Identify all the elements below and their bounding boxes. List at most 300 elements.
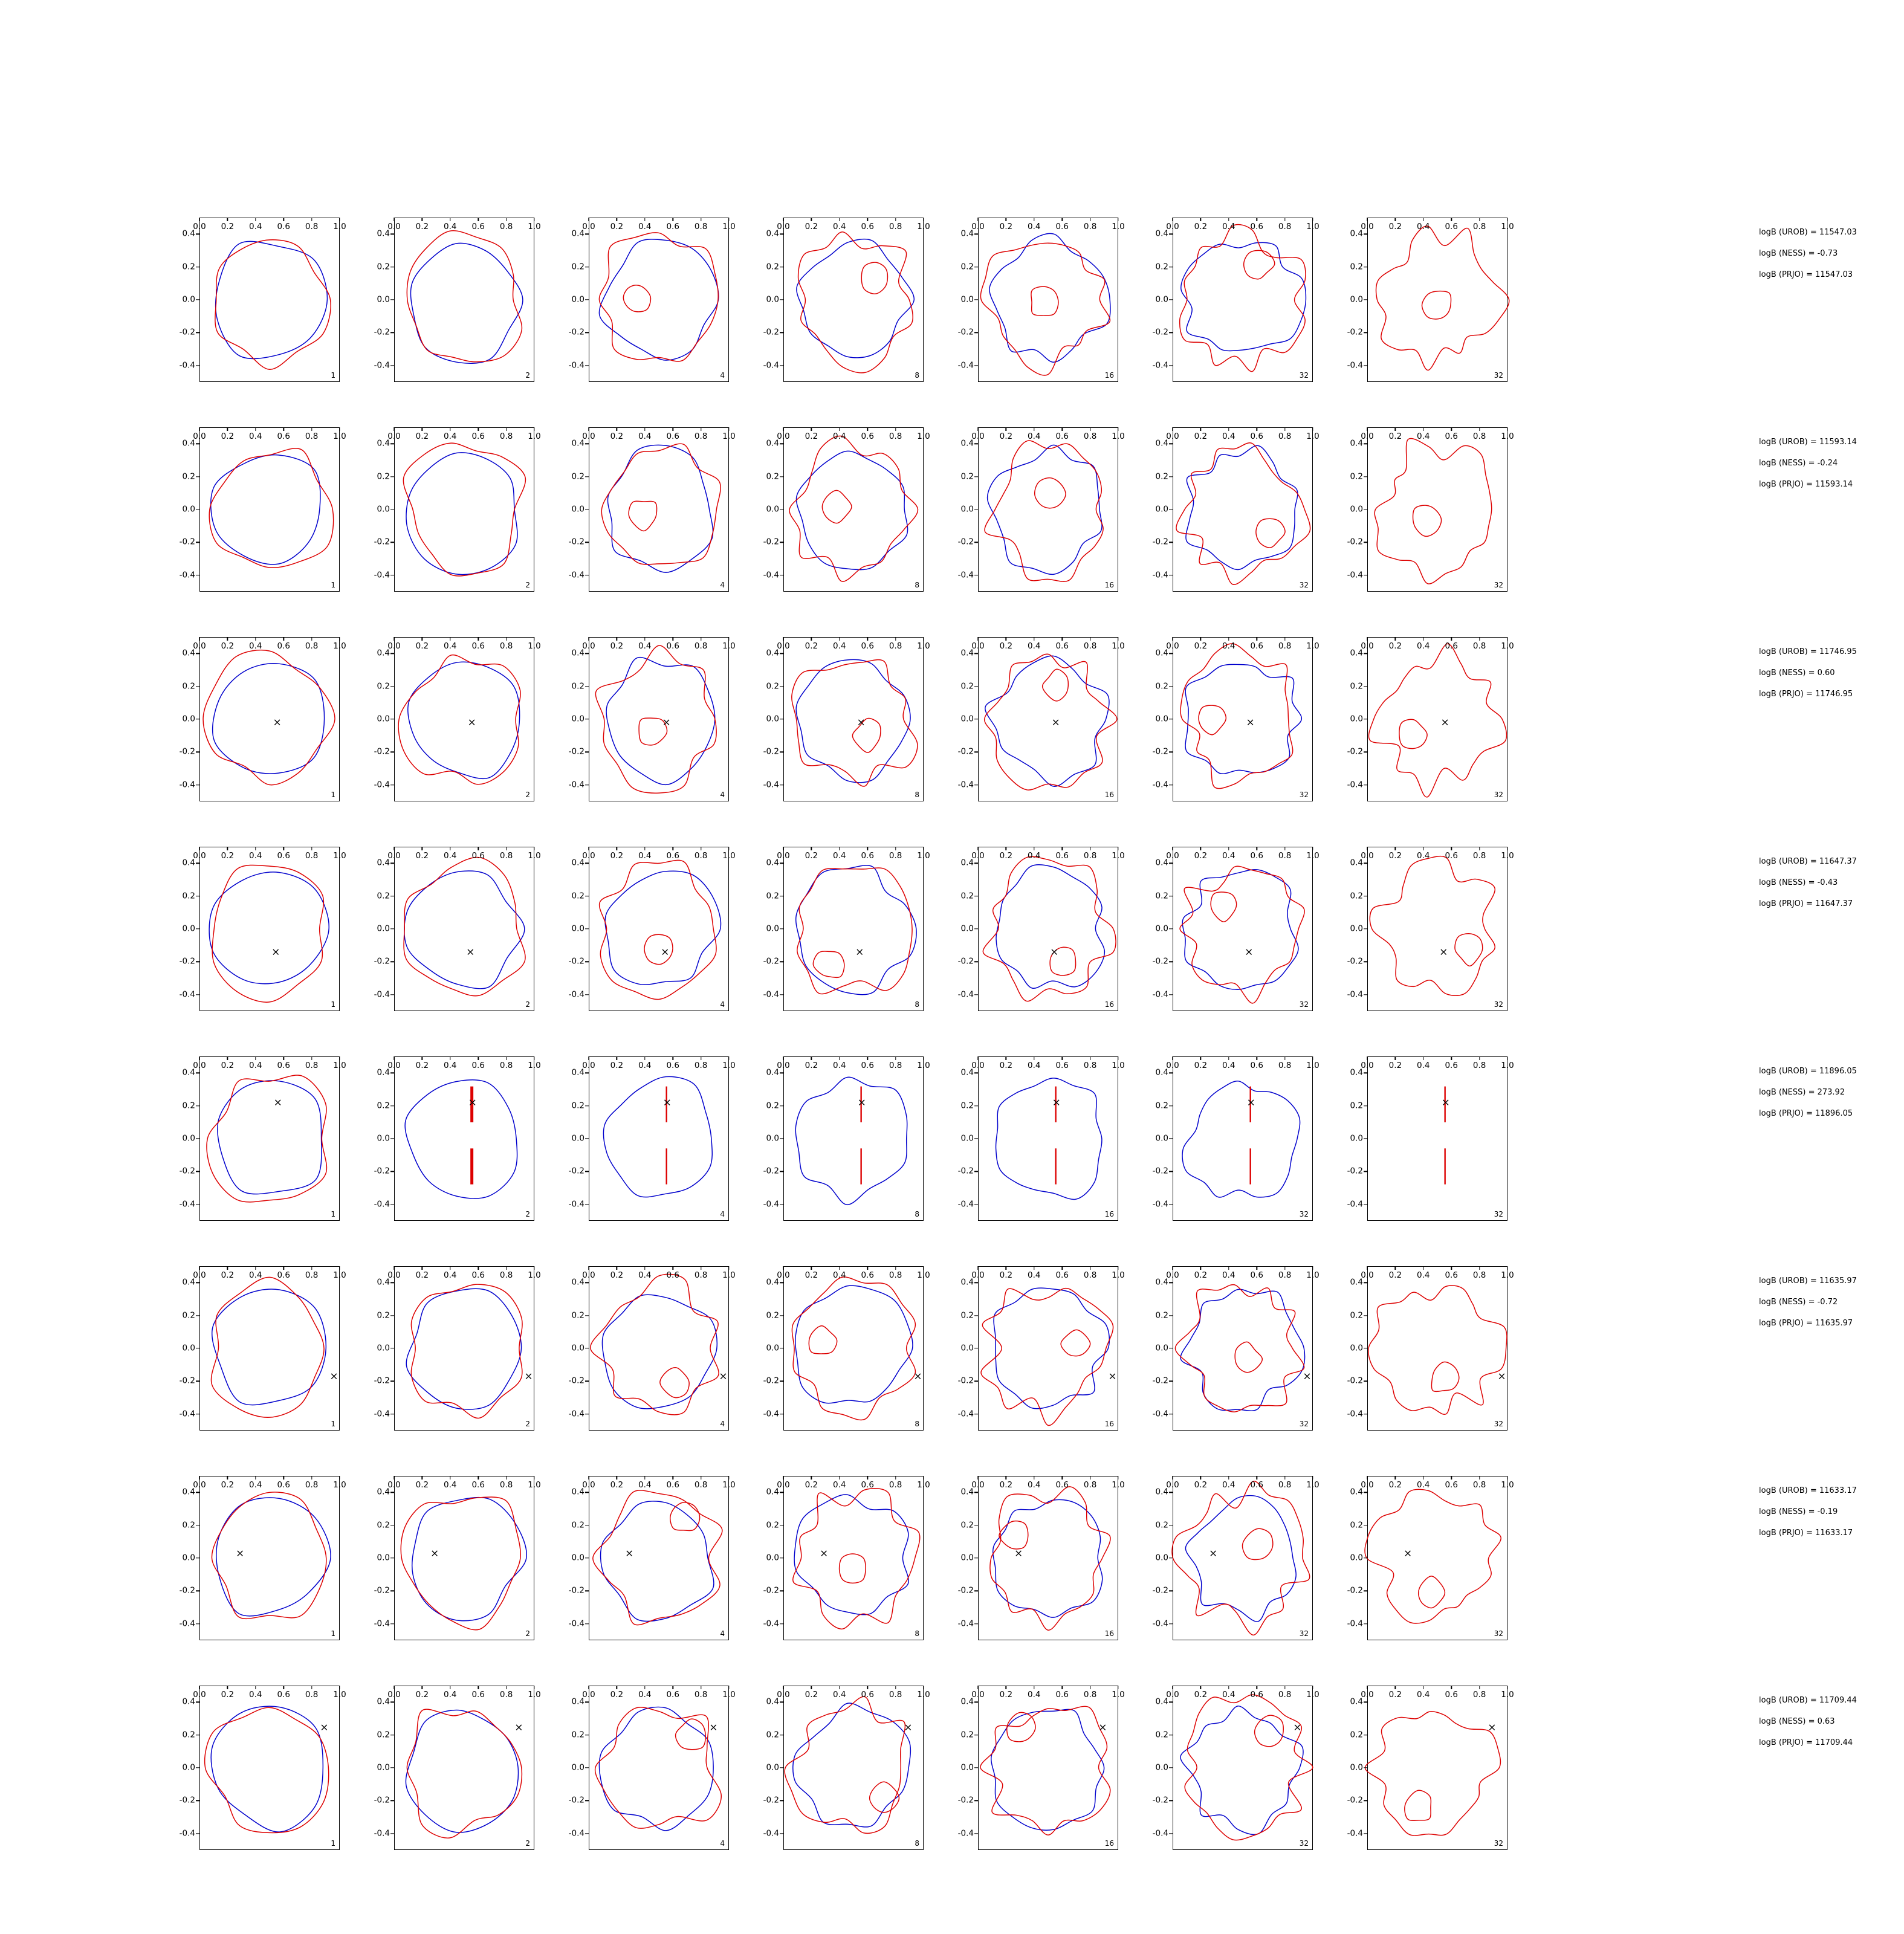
reference-contour — [797, 239, 914, 358]
contour-panel[interactable] — [394, 637, 534, 801]
x-axis-tick-label: 0.6 — [471, 1480, 485, 1490]
x-axis-tick-label: 0.2 — [999, 641, 1013, 651]
contour-panel[interactable] — [978, 1476, 1118, 1640]
y-axis-tick-label: 0.2 — [182, 1310, 195, 1320]
contour-panel[interactable] — [783, 1266, 924, 1431]
contour-panel[interactable] — [199, 637, 340, 801]
contour-panel[interactable] — [978, 1686, 1118, 1850]
x-axis-tick-label: 0.6 — [471, 222, 485, 231]
y-axis-tick-label: 0.2 — [960, 261, 974, 271]
x-axis-tick-label: 0.2 — [415, 1690, 429, 1700]
contour-panel[interactable] — [394, 1476, 534, 1640]
contour-panel[interactable] — [394, 1266, 534, 1431]
x-axis-tick-label: 0.8 — [694, 1061, 708, 1070]
x-axis-tick-mark — [506, 1686, 507, 1689]
contour-panel[interactable] — [978, 1266, 1118, 1431]
x-axis-tick-label: 0.4 — [638, 1061, 652, 1070]
y-axis-tick-label: 0.4 — [1155, 648, 1168, 658]
x-axis-tick-label: 1.0 — [722, 1061, 736, 1070]
y-axis-tick-mark — [780, 862, 783, 863]
x-axis-tick-label: 0.8 — [1083, 1690, 1097, 1700]
data-point-marker: × — [329, 1370, 338, 1383]
x-axis-tick-label: 0.6 — [1250, 1480, 1263, 1490]
sample-contour-island — [676, 1719, 706, 1750]
x-axis-tick-label: 0.4 — [833, 1270, 846, 1280]
reference-contour — [795, 1077, 907, 1205]
data-point-marker: × — [819, 1547, 829, 1560]
x-axis-tick-label: 0.6 — [1445, 432, 1458, 441]
statistic-line: logB (NESS) = -0.43 — [1759, 878, 1838, 887]
reference-contour — [796, 865, 916, 995]
y-axis-tick-label: 0.4 — [571, 648, 584, 658]
y-axis-tick-label: -0.4 — [568, 570, 584, 580]
y-axis-tick-mark — [196, 1105, 199, 1106]
contour-panel[interactable] — [199, 1056, 340, 1221]
contour-panel[interactable] — [589, 427, 729, 592]
contour-panel[interactable] — [589, 218, 729, 382]
x-axis-tick-label: 1.0 — [333, 851, 346, 861]
y-axis-tick-mark — [1364, 928, 1367, 929]
x-axis-tick-label: 0.2 — [415, 851, 429, 861]
x-axis-tick-mark — [1172, 1266, 1173, 1270]
y-axis-tick-label: 0.0 — [766, 504, 779, 514]
contour-panel[interactable] — [783, 1476, 924, 1640]
contour-panel[interactable] — [1367, 1266, 1507, 1431]
y-axis-tick-mark — [974, 443, 978, 444]
y-axis-tick-mark — [974, 784, 978, 785]
y-axis-tick-mark — [1364, 1800, 1367, 1801]
contour-panel[interactable] — [1367, 1476, 1507, 1640]
contour-panel[interactable] — [1367, 847, 1507, 1011]
x-axis-tick-label: 0.2 — [221, 432, 235, 441]
panel-corner-label: 32 — [1299, 1839, 1309, 1848]
y-axis-tick-label: 0.4 — [1155, 438, 1168, 448]
y-axis-tick-mark — [1364, 1833, 1367, 1834]
contour-panel[interactable] — [1173, 637, 1313, 801]
x-axis-tick-label: 1.0 — [1306, 1480, 1320, 1490]
y-axis-tick-label: -0.2 — [1152, 537, 1168, 547]
y-axis-tick-mark — [390, 928, 394, 929]
panel-corner-label: 1 — [331, 1210, 335, 1218]
row-statistics — [1759, 1696, 1904, 1760]
x-axis-tick-label: 0.8 — [499, 1270, 513, 1280]
y-axis-tick-label: 0.4 — [377, 1067, 390, 1078]
y-axis-tick-mark — [780, 542, 783, 543]
x-axis-tick-mark — [311, 847, 312, 850]
x-axis-tick-label: 0.6 — [861, 1270, 874, 1280]
x-axis-tick-mark — [811, 1056, 812, 1060]
panel-corner-label: 16 — [1104, 1000, 1114, 1009]
reference-contour — [602, 1295, 717, 1409]
y-axis-tick-mark — [780, 1072, 783, 1073]
x-axis-tick-mark — [255, 847, 256, 850]
x-axis-tick-label: 0.0 — [777, 1270, 790, 1280]
x-axis-tick-label: 0.2 — [610, 222, 624, 231]
contour-panel[interactable] — [394, 847, 534, 1011]
sample-contour — [411, 1284, 522, 1418]
y-axis-tick-mark — [1169, 1767, 1173, 1768]
y-axis-tick-label: -0.2 — [179, 537, 195, 547]
y-axis-tick-label: 0.0 — [1350, 504, 1363, 514]
y-axis-tick-label: 0.0 — [377, 504, 390, 514]
y-axis-tick-label: 0.2 — [766, 1519, 779, 1530]
x-axis-tick-mark — [1479, 1056, 1480, 1060]
y-axis-tick-label: -0.2 — [568, 537, 584, 547]
contour-panel[interactable] — [978, 1056, 1118, 1221]
y-axis-tick-label: 0.4 — [182, 228, 195, 239]
x-axis-tick-label: 0.0 — [193, 641, 206, 651]
y-axis-tick-mark — [974, 1072, 978, 1073]
y-axis-tick-label: 0.4 — [766, 1277, 779, 1287]
x-axis-tick-label: 0.0 — [971, 222, 985, 231]
x-axis-tick-mark — [923, 1686, 924, 1689]
y-axis-tick-mark — [1169, 1204, 1173, 1205]
x-axis-tick-label: 1.0 — [1112, 1061, 1125, 1070]
contour-panel[interactable] — [1173, 847, 1313, 1011]
x-axis-tick-mark — [1284, 1266, 1285, 1270]
y-axis-tick-label: -0.4 — [957, 989, 974, 1000]
y-axis-tick-label: 0.0 — [1350, 294, 1363, 305]
x-axis-tick-label: 0.6 — [1445, 641, 1458, 651]
y-axis-tick-mark — [1169, 1315, 1173, 1316]
contour-panel[interactable] — [783, 1686, 924, 1850]
y-axis-tick-label: 0.0 — [377, 1553, 390, 1563]
x-axis-tick-label: 0.0 — [1361, 432, 1374, 441]
y-axis-tick-label: 0.4 — [1350, 1487, 1363, 1497]
x-axis-tick-label: 0.0 — [971, 641, 985, 651]
y-axis-tick-label: 0.4 — [1155, 858, 1168, 868]
y-axis-tick-label: -0.2 — [374, 1166, 390, 1176]
row-statistics — [1759, 1277, 1904, 1341]
row-statistics — [1759, 648, 1904, 711]
contour-panel[interactable] — [199, 218, 340, 382]
y-axis-tick-mark — [974, 1833, 978, 1834]
x-axis-tick-label: 0.0 — [971, 1480, 985, 1490]
x-axis-tick-label: 0.6 — [471, 851, 485, 861]
y-axis-tick-label: 0.0 — [1155, 1762, 1168, 1773]
x-axis-tick-mark — [1172, 1476, 1173, 1480]
statistic-line: logB (NESS) = 0.60 — [1759, 668, 1835, 678]
y-axis-tick-mark — [585, 299, 589, 300]
contour-panel[interactable] — [1173, 218, 1313, 382]
y-axis-tick-label: 0.0 — [1350, 923, 1363, 934]
x-axis-tick-label: 0.8 — [1278, 851, 1292, 861]
y-axis-tick-mark — [974, 233, 978, 234]
x-axis-tick-mark — [588, 218, 589, 221]
contour-panel[interactable] — [1173, 427, 1313, 592]
x-axis-tick-mark — [672, 218, 673, 221]
y-axis-tick-label: -0.4 — [374, 1199, 390, 1209]
contour-panel[interactable] — [589, 1476, 729, 1640]
y-axis-tick-label: 0.0 — [377, 1133, 390, 1143]
x-axis-tick-label: 0.2 — [1388, 1061, 1402, 1070]
y-axis-tick-label: 0.4 — [1350, 1696, 1363, 1707]
contour-panel[interactable] — [1173, 1476, 1313, 1640]
x-axis-tick-label: 0.2 — [415, 1061, 429, 1070]
sample-contour — [1365, 1712, 1500, 1835]
x-axis-tick-label: 0.2 — [221, 851, 235, 861]
contour-panel[interactable] — [589, 637, 729, 801]
contour-panel[interactable] — [589, 1266, 729, 1431]
contour-panel[interactable] — [783, 847, 924, 1011]
x-axis-tick-mark — [1284, 1056, 1285, 1060]
y-axis-tick-label: 0.0 — [182, 1133, 195, 1143]
contour-panel[interactable] — [394, 1686, 534, 1850]
y-axis-tick-mark — [780, 1171, 783, 1172]
statistic-line: logB (PRJO) = 11647.37 — [1759, 899, 1853, 908]
contour-panel[interactable] — [978, 637, 1118, 801]
x-axis-tick-label: 0.4 — [638, 851, 652, 861]
y-axis-tick-label: 0.4 — [766, 858, 779, 868]
sample-contour — [407, 1709, 522, 1838]
x-axis-tick-mark — [811, 427, 812, 431]
contour-panel[interactable] — [978, 218, 1118, 382]
y-axis-tick-mark — [780, 1767, 783, 1768]
y-axis-tick-label: 0.2 — [571, 1729, 584, 1739]
sample-contour — [1376, 226, 1509, 370]
contour-panel[interactable] — [199, 1266, 340, 1431]
x-axis-tick-mark — [339, 427, 340, 431]
sample-contour — [599, 233, 718, 361]
contour-panel[interactable] — [394, 218, 534, 382]
x-axis-tick-mark — [1256, 847, 1257, 850]
x-axis-tick-mark — [1284, 1686, 1285, 1689]
data-point-marker: × — [1497, 1370, 1506, 1383]
x-axis-tick-mark — [1479, 1476, 1480, 1480]
x-axis-tick-mark — [839, 1266, 840, 1270]
y-axis-tick-label: -0.4 — [1152, 1409, 1168, 1419]
y-axis-tick-mark — [1364, 1105, 1367, 1106]
x-axis-tick-label: 0.4 — [444, 1270, 457, 1280]
contour-panel[interactable] — [1367, 637, 1507, 801]
reference-contour — [405, 1080, 517, 1198]
contour-panel[interactable] — [199, 427, 340, 592]
x-axis-tick-label: 1.0 — [528, 1061, 541, 1070]
x-axis-tick-label: 1.0 — [333, 1690, 346, 1700]
y-axis-tick-label: 0.0 — [960, 1762, 974, 1773]
x-axis-tick-label: 0.8 — [694, 1690, 708, 1700]
x-axis-tick-mark — [1200, 637, 1201, 641]
x-axis-tick-label: 0.6 — [666, 1690, 679, 1700]
x-axis-tick-label: 0.4 — [1222, 1061, 1235, 1070]
x-axis-tick-label: 0.4 — [1222, 432, 1235, 441]
y-axis-tick-mark — [1169, 928, 1173, 929]
y-axis-tick-label: 0.2 — [766, 471, 779, 481]
y-axis-tick-mark — [390, 1623, 394, 1624]
reference-contour — [211, 455, 320, 564]
x-axis-tick-mark — [811, 1686, 812, 1689]
y-axis-tick-label: -0.2 — [1152, 1376, 1168, 1386]
data-point-marker: × — [1303, 1370, 1312, 1383]
panel-corner-label: 2 — [525, 1210, 530, 1218]
sample-contour — [1365, 1489, 1501, 1623]
y-axis-tick-mark — [390, 1381, 394, 1382]
y-axis-tick-label: -0.4 — [1347, 1409, 1363, 1419]
sample-contour — [1368, 1286, 1507, 1414]
x-axis-tick-mark — [811, 218, 812, 221]
sample-contour — [209, 448, 333, 568]
x-axis-tick-mark — [506, 427, 507, 431]
x-axis-tick-label: 0.0 — [387, 432, 401, 441]
x-axis-tick-label: 0.2 — [415, 1270, 429, 1280]
contour-panel[interactable] — [1173, 1266, 1313, 1431]
x-axis-tick-mark — [728, 218, 729, 221]
x-axis-tick-mark — [1228, 1056, 1229, 1060]
reference-contour — [605, 871, 720, 985]
y-axis-tick-label: 0.4 — [766, 1487, 779, 1497]
y-axis-tick-mark — [585, 1381, 589, 1382]
sample-contour — [600, 860, 716, 999]
x-axis-tick-label: 0.4 — [638, 641, 652, 651]
y-axis-tick-mark — [585, 1072, 589, 1073]
contour-panel[interactable] — [783, 1056, 924, 1221]
contour-panel[interactable] — [199, 847, 340, 1011]
y-axis-tick-label: 0.0 — [182, 504, 195, 514]
x-axis-tick-label: 0.6 — [277, 1061, 290, 1070]
sample-contour — [1180, 866, 1304, 1003]
x-axis-tick-label: 0.8 — [1083, 1061, 1097, 1070]
contour-panel[interactable] — [783, 637, 924, 801]
x-axis-tick-label: 0.8 — [694, 222, 708, 231]
contour-panel[interactable] — [589, 847, 729, 1011]
x-axis-tick-label: 0.2 — [221, 1061, 235, 1070]
y-axis-tick-label: 0.4 — [377, 228, 390, 239]
y-axis-tick-mark — [390, 862, 394, 863]
y-axis-tick-label: -0.2 — [957, 1166, 974, 1176]
reference-contour — [410, 243, 522, 363]
sample-contour — [401, 1497, 520, 1630]
sample-contour-island — [822, 490, 852, 523]
contour-panel[interactable] — [1367, 1056, 1507, 1221]
sample-contour — [1368, 641, 1506, 797]
y-axis-tick-label: 0.4 — [1350, 1067, 1363, 1078]
panel-corner-label: 8 — [915, 1629, 919, 1638]
y-axis-tick-label: -0.2 — [957, 746, 974, 757]
x-axis-tick-mark — [1228, 427, 1229, 431]
y-axis-tick-mark — [390, 233, 394, 234]
x-axis-tick-label: 0.8 — [499, 1480, 513, 1490]
statistic-line: logB (NESS) = 0.63 — [1759, 1717, 1835, 1726]
row-statistics — [1759, 1487, 1904, 1550]
x-axis-tick-label: 0.8 — [889, 1270, 902, 1280]
x-axis-tick-label: 0.0 — [193, 222, 206, 231]
y-axis-tick-mark — [974, 1315, 978, 1316]
y-axis-tick-label: -0.4 — [1347, 1619, 1363, 1629]
sample-contour — [211, 1277, 324, 1417]
y-axis-tick-label: 0.2 — [182, 1519, 195, 1530]
x-axis-tick-label: 0.6 — [1055, 851, 1069, 861]
x-axis-tick-label: 0.8 — [1083, 851, 1097, 861]
y-axis-tick-mark — [780, 476, 783, 477]
x-axis-tick-label: 1.0 — [333, 641, 346, 651]
x-axis-tick-label: 0.4 — [833, 432, 846, 441]
x-axis-tick-mark — [923, 847, 924, 850]
data-point-marker: × — [1245, 946, 1254, 959]
x-axis-tick-label: 0.4 — [833, 1061, 846, 1070]
x-axis-tick-label: 0.8 — [1278, 432, 1292, 441]
sample-contour — [1176, 443, 1310, 585]
x-axis-tick-label: 1.0 — [333, 1480, 346, 1490]
reference-contour — [1185, 664, 1301, 774]
contour-panel[interactable] — [199, 1476, 340, 1640]
x-axis-tick-label: 0.2 — [610, 1480, 624, 1490]
x-axis-tick-mark — [311, 1266, 312, 1270]
x-axis-tick-label: 1.0 — [1112, 222, 1125, 231]
panel-corner-label: 32 — [1299, 791, 1309, 799]
contour-panel[interactable] — [1367, 427, 1507, 592]
row-statistics — [1759, 858, 1904, 921]
x-axis-tick-mark — [728, 1476, 729, 1480]
x-axis-tick-label: 0.0 — [582, 641, 595, 651]
contour-panel[interactable] — [783, 427, 924, 592]
y-axis-tick-mark — [196, 862, 199, 863]
y-axis-tick-label: 0.2 — [571, 1310, 584, 1320]
y-axis-tick-label: 0.4 — [571, 228, 584, 239]
y-axis-tick-label: 0.4 — [960, 1277, 974, 1287]
y-axis-tick-label: -0.2 — [1152, 327, 1168, 337]
x-axis-tick-label: 0.2 — [1194, 1061, 1208, 1070]
panel-corner-label: 8 — [915, 1210, 919, 1218]
x-axis-tick-label: 0.0 — [387, 1270, 401, 1280]
contour-panel[interactable] — [978, 847, 1118, 1011]
x-axis-tick-label: 0.8 — [889, 641, 902, 651]
x-axis-tick-label: 0.8 — [1472, 1270, 1486, 1280]
y-axis-tick-label: 0.2 — [766, 1310, 779, 1320]
contour-panel[interactable] — [1367, 218, 1507, 382]
reference-contour — [606, 658, 715, 785]
y-axis-tick-mark — [1169, 1800, 1173, 1801]
x-axis-tick-mark — [1200, 427, 1201, 431]
y-axis-tick-mark — [1169, 1138, 1173, 1139]
contour-panel[interactable] — [199, 1686, 340, 1850]
contour-panel[interactable] — [978, 427, 1118, 592]
data-point-marker: × — [1246, 716, 1255, 729]
panel-corner-label: 32 — [1494, 1629, 1503, 1638]
contour-panel[interactable] — [589, 1686, 729, 1850]
y-axis-tick-label: -0.2 — [763, 1376, 779, 1386]
x-axis-tick-label: 0.4 — [249, 432, 262, 441]
contour-panel[interactable] — [783, 218, 924, 382]
reference-contour — [599, 239, 718, 360]
x-axis-tick-mark — [227, 1266, 228, 1270]
y-axis-tick-label: -0.2 — [374, 956, 390, 966]
y-axis-tick-mark — [585, 1204, 589, 1205]
x-axis-tick-label: 0.4 — [1222, 1270, 1235, 1280]
y-axis-tick-label: 0.0 — [1350, 1762, 1363, 1773]
data-point-marker: × — [857, 1096, 866, 1109]
contour-panel[interactable] — [1173, 1686, 1313, 1850]
x-axis-tick-label: 0.2 — [415, 432, 429, 441]
x-axis-tick-label: 1.0 — [917, 432, 930, 441]
data-point-marker: × — [1050, 946, 1059, 959]
panel-corner-label: 8 — [915, 371, 919, 380]
y-axis-tick-label: -0.4 — [374, 360, 390, 370]
y-axis-tick-label: 0.4 — [1350, 858, 1363, 868]
contour-panel[interactable] — [394, 1056, 534, 1221]
x-axis-tick-mark — [588, 637, 589, 641]
x-axis-tick-mark — [1312, 427, 1313, 431]
y-axis-tick-mark — [1364, 476, 1367, 477]
y-axis-tick-label: -0.4 — [568, 1828, 584, 1839]
contour-panel[interactable] — [589, 1056, 729, 1221]
contour-panel[interactable] — [1173, 1056, 1313, 1221]
x-axis-tick-label: 0.0 — [1166, 1061, 1179, 1070]
x-axis-tick-label: 0.2 — [999, 1061, 1013, 1070]
sample-contour — [798, 232, 913, 373]
contour-panel[interactable] — [394, 427, 534, 592]
y-axis-tick-label: 0.2 — [571, 1100, 584, 1110]
contour-panel[interactable] — [1367, 1686, 1507, 1850]
